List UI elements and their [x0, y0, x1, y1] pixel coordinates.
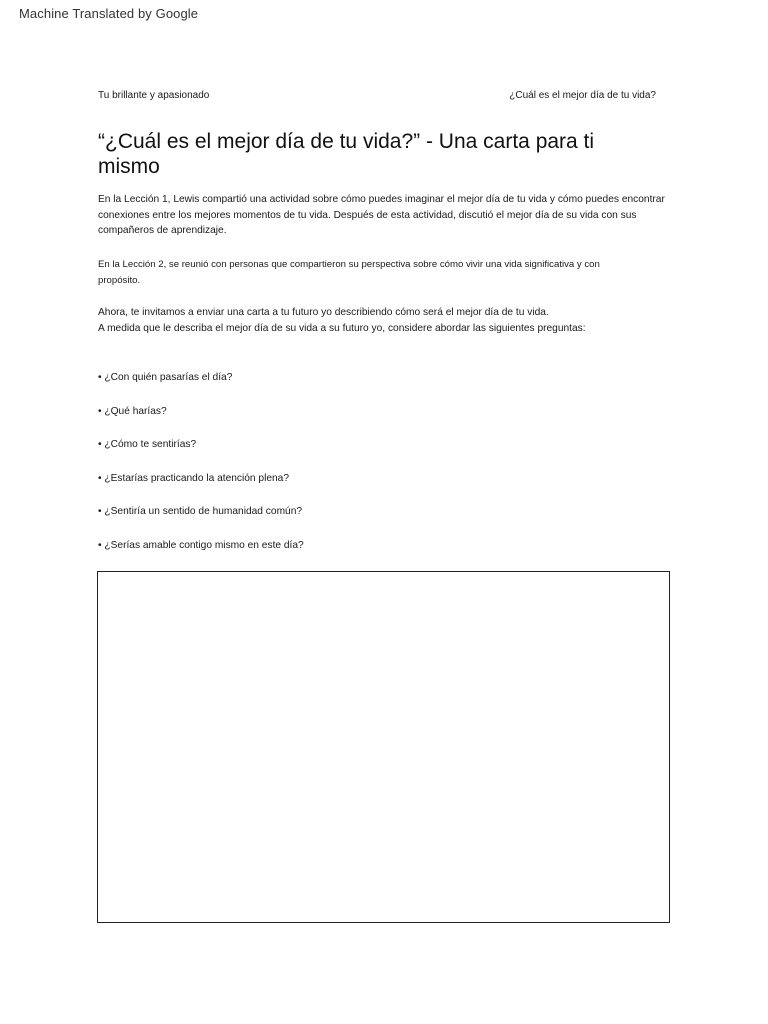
machine-translation-banner: Machine Translated by Google: [19, 6, 199, 21]
question-item: • ¿Con quién pasarías el día?: [98, 372, 233, 383]
header-left-text: Tu brillante y apasionado: [98, 90, 210, 101]
question-list: [98, 370, 304, 572]
instructions-line-1: Ahora, te invitamos a enviar una carta a tu futuro yo describiendo cómo será el mejor día de tu vida.: [98, 307, 549, 318]
question-item: • ¿Estarías practicando la atención plena?: [98, 472, 290, 484]
header-right-text: ¿Cuál es el mejor día de tu vida?: [509, 90, 656, 101]
instructions-paragraph: [98, 305, 658, 336]
question-item: • ¿Cómo te sentirías?: [98, 439, 197, 451]
letter-writing-box[interactable]: [97, 571, 670, 923]
running-header: [98, 90, 656, 104]
intro-paragraph-lesson-2: En la Lección 2, se reunió con personas que compartieron su perspectiva sobre cómo vivir una vida significativa y con propósito.: [98, 259, 600, 286]
question-item: • ¿Sentiría un sentido de humanidad común?: [98, 506, 303, 518]
page-title: “¿Cuál es el mejor día de tu vida?” - Una carta para ti mismo: [98, 130, 595, 178]
question-item: • ¿Qué harías?: [98, 405, 167, 417]
instructions-line-2: A medida que le describa el mejor día de su vida a su futuro yo, considere abordar las siguientes preguntas:: [98, 322, 586, 334]
question-item: • ¿Serías amable contigo mismo en este día?: [98, 539, 304, 551]
intro-paragraph-lesson-1: En la Lección 1, Lewis compartió una actividad sobre cómo puedes imaginar el mejor día de tu vida y cómo puedes encontrar conexiones entre los mejores momentos de tu vida. Después de esta actividad, discutió el mejor día de su vida con sus compañeros de aprendizaje.: [98, 194, 665, 236]
